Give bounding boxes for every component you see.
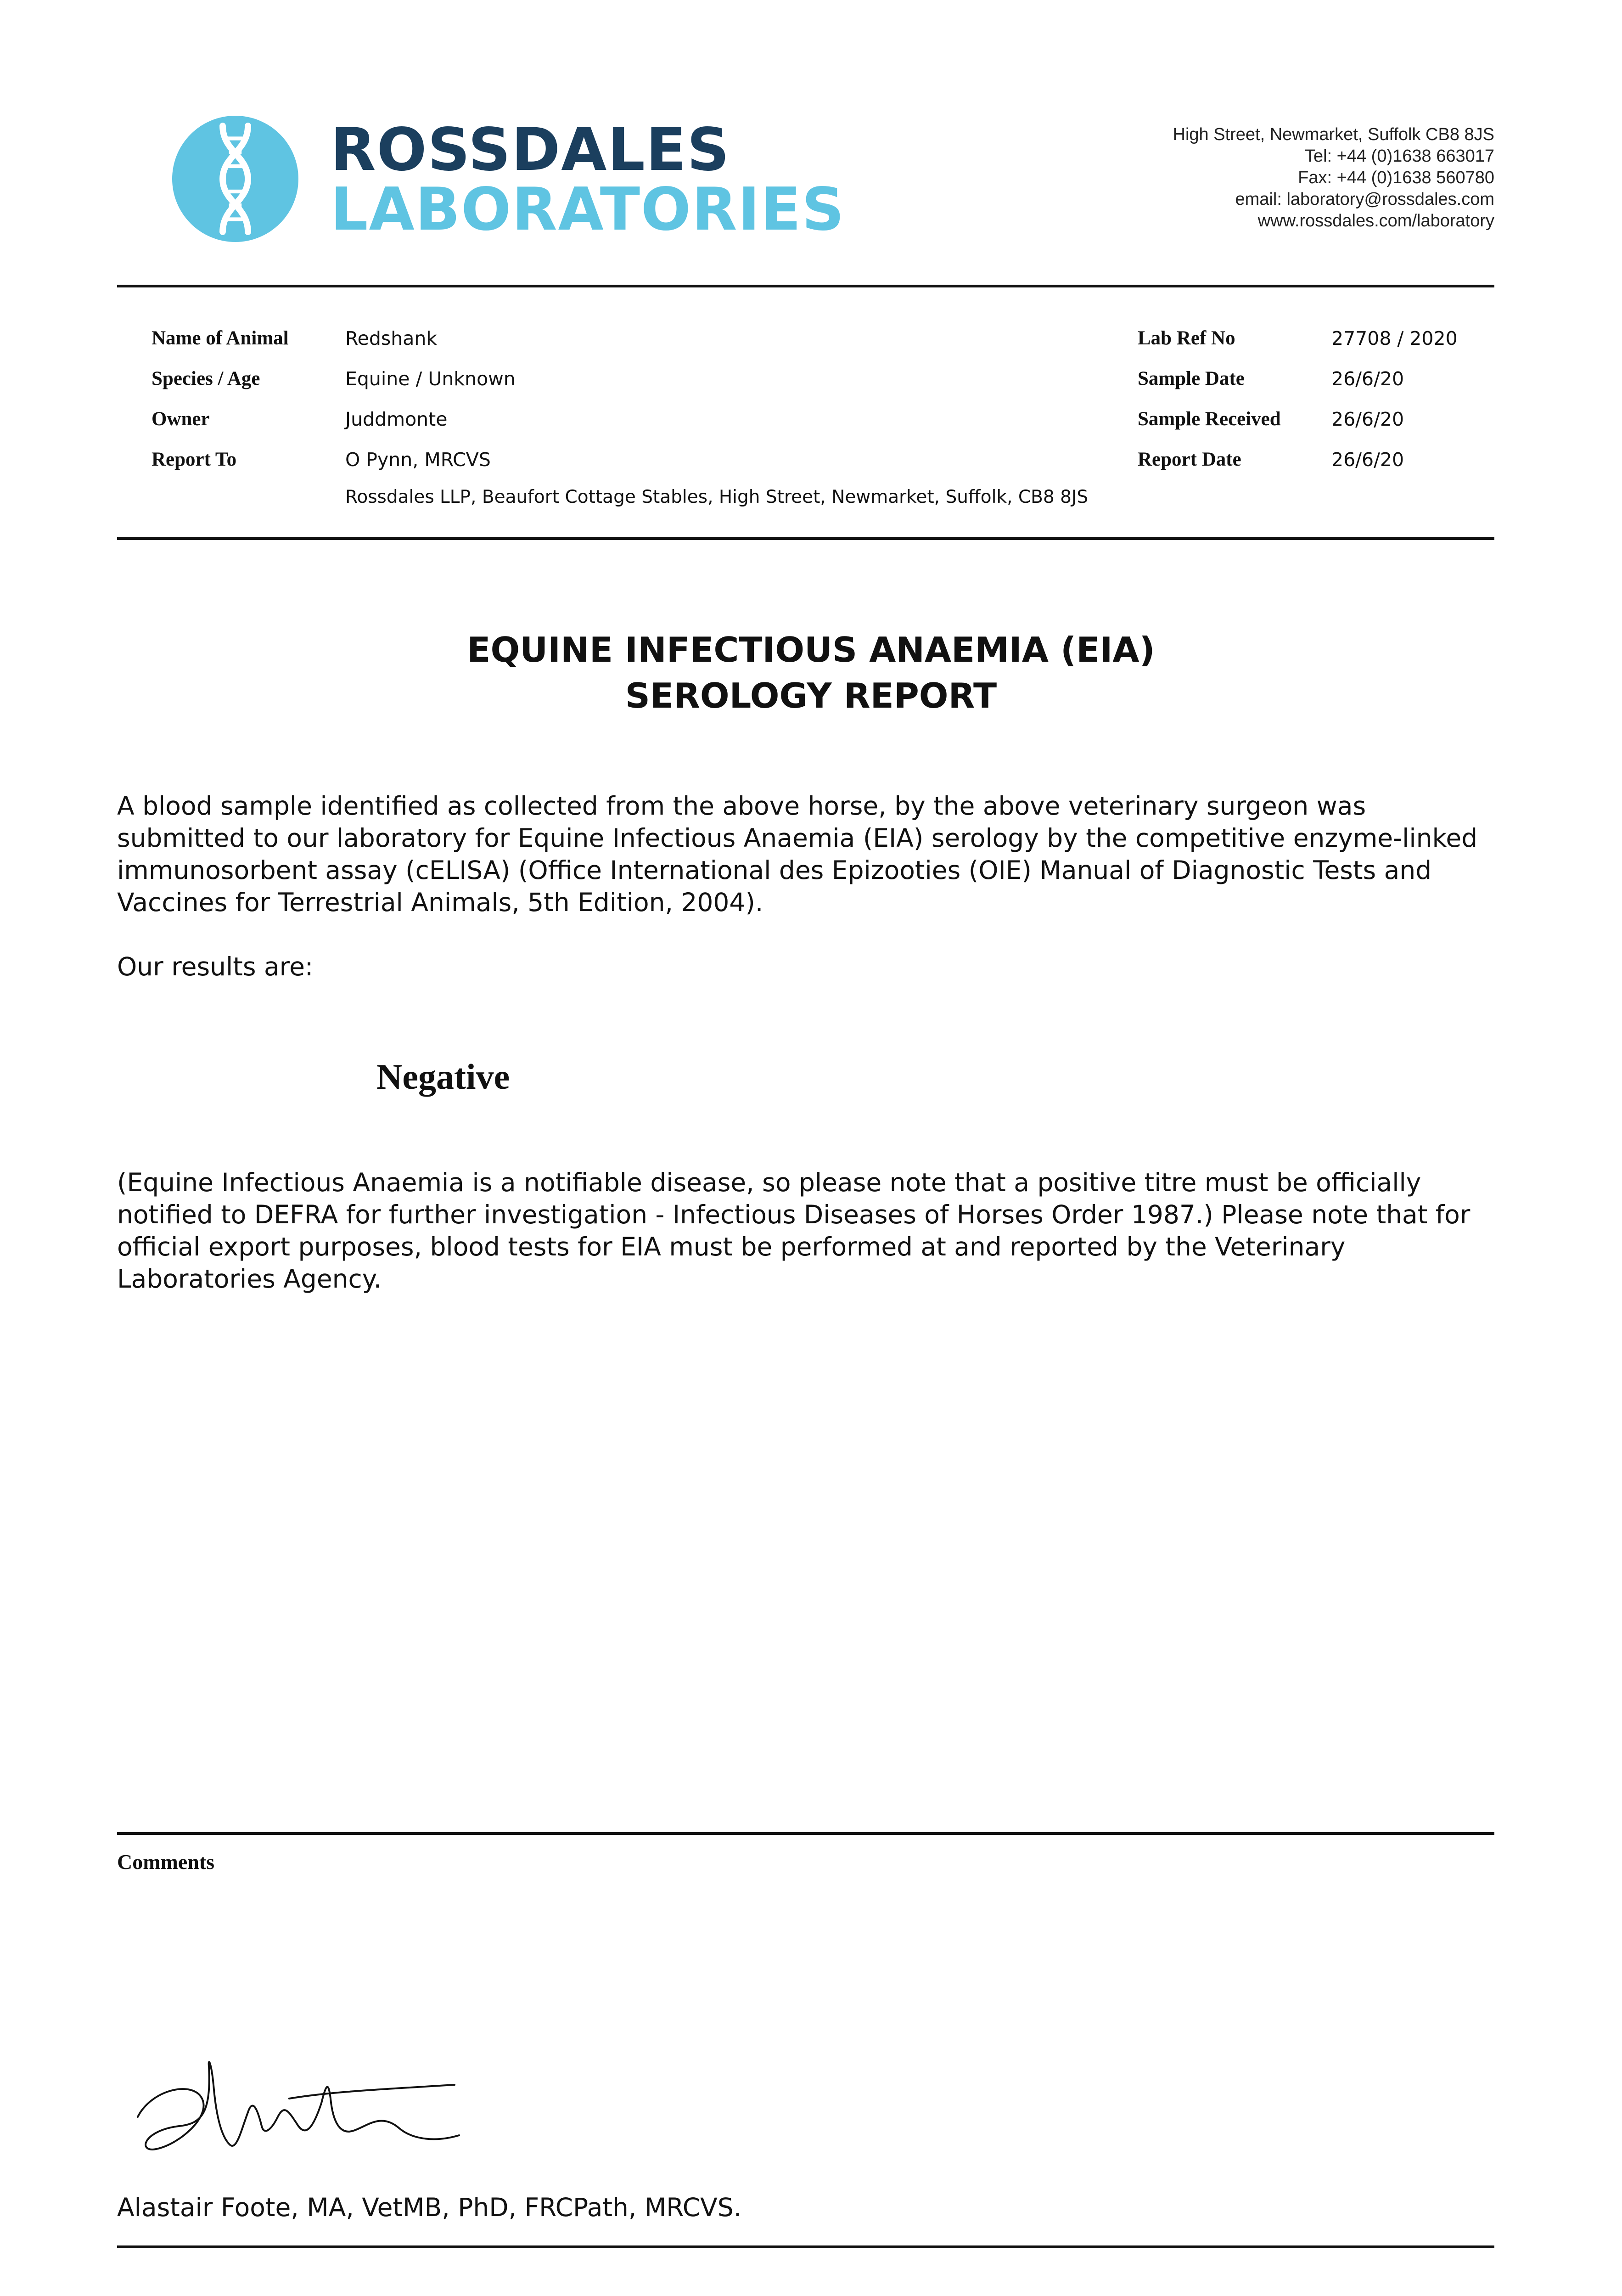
- report-to-address: Rossdales LLP, Beaufort Cottage Stables, High Street, Newmarket, Suffolk, CB8 8JS: [345, 487, 1089, 507]
- note-paragraph: (Equine Infectious Anaemia is a notifiable disease, so please note that a positive titre must be officially notified to DEFRA for further investigation - Infectious Diseases of Horses Order 1987.) Please note that for official export purposes, blood tests for EIA must be performed at and reported by the Veterinary Laboratories Agency.: [117, 1168, 1470, 1294]
- contact-email[interactable]: email: laboratory@rossdales.com: [1235, 190, 1494, 209]
- logo-wordmark-bottom: LABORATORIES: [331, 175, 845, 244]
- divider: [117, 285, 1494, 287]
- info-label: Report To: [152, 449, 237, 470]
- info-value: Redshank: [345, 327, 438, 349]
- divider: [117, 2245, 1494, 2248]
- results-intro: Our results are:: [117, 952, 314, 981]
- intro-paragraph: A blood sample identified as collected from the above horse, by the above veterinary surgeon was submitted to our laboratory for Equine Infectious Anaemia (EIA) serology by the competitive enzyme-linked immunosorbent assay (cELISA) (Office International des Epizooties (OIE) Manual of Diagnostic Tests and Vaccines for Terrestrial Animals, 5th Edition, 2004).: [117, 791, 1478, 917]
- info-value: 26/6/20: [1331, 408, 1404, 430]
- info-label: Species / Age: [152, 368, 260, 389]
- info-label: Lab Ref No: [1138, 327, 1235, 349]
- contact-tel: Tel: +44 (0)1638 663017: [1304, 146, 1494, 166]
- signer-name: Alastair Foote, MA, VetMB, PhD, FRCPath, MRCVS.: [117, 2193, 742, 2222]
- divider: [117, 537, 1494, 540]
- info-value: 26/6/20: [1331, 449, 1404, 471]
- contact-website[interactable]: www.rossdales.com/laboratory: [1257, 211, 1494, 231]
- info-value: 26/6/20: [1331, 368, 1404, 390]
- info-value: 27708 / 2020: [1331, 327, 1458, 349]
- info-value: O Pynn, MRCVS: [345, 449, 491, 471]
- signature: [124, 2048, 473, 2167]
- contact-block: [1173, 124, 1494, 232]
- logo-wordmark-top: ROSSDALES: [331, 116, 730, 184]
- info-label: Sample Received: [1138, 408, 1281, 430]
- info-label: Report Date: [1138, 449, 1241, 470]
- info-label: Sample Date: [1138, 368, 1245, 389]
- info-value: Equine / Unknown: [345, 368, 516, 390]
- info-label: Owner: [152, 408, 210, 430]
- result-value: Negative: [376, 1057, 510, 1097]
- report-title-line1: EQUINE INFECTIOUS ANAEMIA (EIA): [467, 630, 1155, 670]
- contact-fax: Fax: +44 (0)1638 560780: [1298, 168, 1494, 187]
- divider: [117, 1832, 1494, 1835]
- dna-helix-icon: [172, 116, 298, 242]
- comments-label: Comments: [117, 1850, 215, 1874]
- contact-address: High Street, Newmarket, Suffolk CB8 8JS: [1173, 125, 1494, 144]
- report-title: [0, 627, 1622, 719]
- report-title-line2: SEROLOGY REPORT: [625, 675, 997, 716]
- info-label: Name of Animal: [152, 327, 289, 349]
- info-value: Juddmonte: [345, 408, 448, 430]
